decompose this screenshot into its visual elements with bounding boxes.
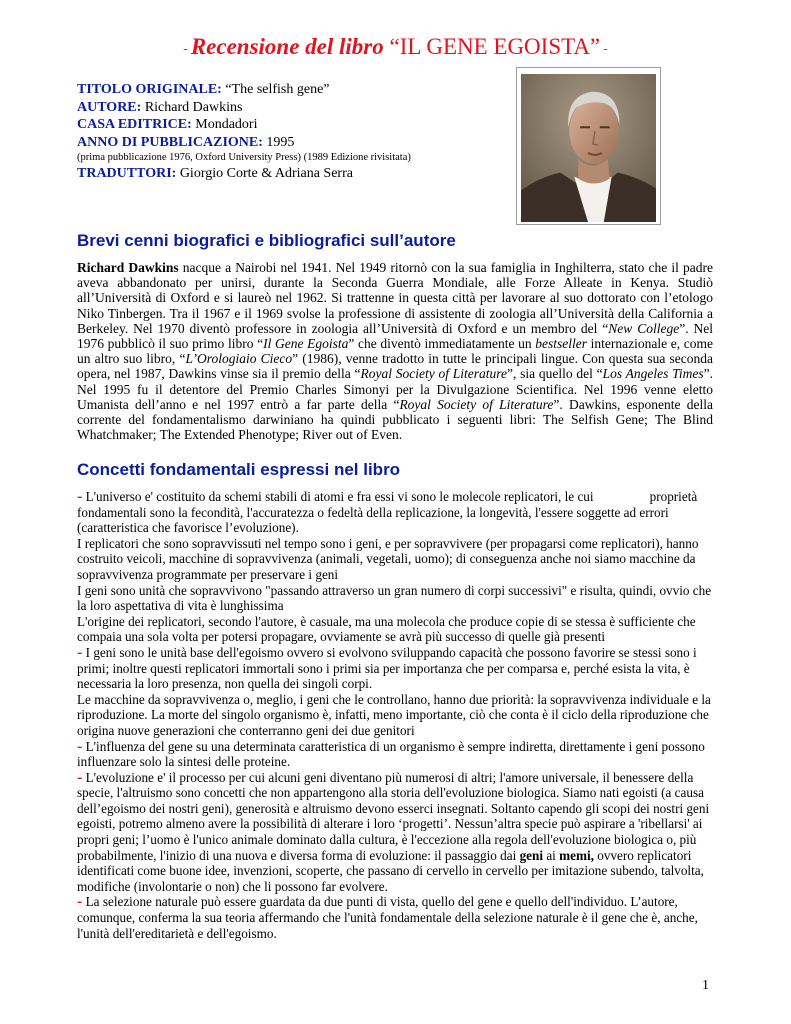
bio-text: ”. Nel 1995 fu il detentore del Premio Charles Simonyi per la Divulgazione Scientifica. Nel 1996 venne eletto Umanista dell’anno e nel 1997 entrò a far parte della “ bbox=[77, 366, 714, 412]
bio-text: internazionale e, come un altro suo libro, “ bbox=[77, 336, 714, 367]
titolo-value: “The selfish gene” bbox=[221, 82, 330, 97]
bio-heading: Brevi cenni biografici e bibliografici sull’autore bbox=[77, 231, 456, 250]
anno-label: ANNO DI PUBBLICAZIONE: bbox=[77, 134, 263, 150]
author-photo bbox=[516, 67, 661, 225]
concept-paragraph: I geni sono unità che sopravvivono "passando attraverso un gran numero di corpi successivi" e risulta, quindi, ovvio che la loro aspettativa di vita è lunghissima bbox=[77, 582, 712, 614]
bullet-dash: - bbox=[77, 643, 83, 661]
anno-value: 1995 bbox=[262, 134, 295, 150]
bio-text: ” (1986), venne tradotto in tutte le principali lingue. Con questa sua seconda opera, nel 1987, Dawkins vinse sia il premio della “ bbox=[77, 351, 714, 382]
concept-paragraph bbox=[77, 489, 713, 536]
bio-paragraph bbox=[77, 260, 713, 442]
bullet-dash: - bbox=[77, 737, 83, 755]
title-italic: Recensione del libro bbox=[190, 34, 384, 59]
bullet-dash: - bbox=[77, 768, 83, 786]
meta-row-traduttori bbox=[77, 165, 507, 183]
bio-italic: Royal Society of Literature bbox=[360, 366, 507, 382]
bio-text: ”, sia quello del “ bbox=[506, 366, 603, 382]
concept-paragraph bbox=[77, 645, 713, 692]
document-title bbox=[0, 34, 791, 60]
title-book-name: “IL GENE EGOISTA” bbox=[383, 34, 601, 59]
meta-row-anno bbox=[77, 134, 507, 152]
concepts-heading: Concetti fondamentali espressi nel libro bbox=[77, 460, 401, 479]
bio-italic: L’Orologiaio Cieco bbox=[185, 351, 293, 367]
concept-text: I geni sono le unità base dell'egoismo ovvero si evolvono sviluppando capacità che possono favorire se stessi sono i primi; inoltre questi replicatori immortali sono i primi sia per importanza che per comparsa e, perché esista la vita, è necessaria la loro presenza, non quella dei singoli corpi. bbox=[77, 644, 697, 692]
author-portrait-image bbox=[521, 74, 656, 222]
book-metadata bbox=[77, 81, 507, 183]
bullet-dash: - bbox=[77, 893, 83, 911]
title-suffix: - bbox=[600, 40, 608, 56]
meta-row-titolo bbox=[77, 81, 507, 99]
concept-paragraph: Le macchine da sopravvivenza o, meglio, i geni che le controllano, hanno due priorità: la sopravvivenza individuale e la riproduzione. La morte del singolo organismo è, infatti, meno importante, ciò che conta è il ciclo della riproduzione che origina nuove generazioni che conterranno geni dei due genitori bbox=[77, 691, 711, 738]
concept-text: L'influenza del gene su una determinata caratteristica di un organismo è sempre indiretta, direttamente i geni possono influenzare solo la sintesi delle proteine. bbox=[77, 738, 705, 770]
concept-paragraph: I replicatori che sono sopravvissuti nel tempo sono i geni, e per sopravvivere (per propagarsi come replicatori), hanno costruito veicoli, macchine di sopravvivenza (animali, vegetali, uomo); di conseguenza anche noi siamo macchine da sopravvivenza programmate per preservare i geni bbox=[77, 535, 699, 582]
concept-text: ai bbox=[543, 847, 560, 863]
concept-text: L'universo e' costituito da schemi stabili di atomi e fra essi vi sono le molecole replicatori, le cui proprietà fondamentali sono la fecondità, l'accuratezza o fedeltà della replicazione, la longevità, l'essere soggette ad errori (caratteristica che favorisce l’evoluzione). bbox=[77, 489, 698, 536]
concept-text: ovvero replicatori identificati come buone idee, invenzioni, scoperte, che passano di cervello in cervello per imitazione subendo, talvolta, modifiche (involontarie o non) che li possono far evolvere. bbox=[77, 847, 704, 894]
casa-value: Mondadori bbox=[191, 117, 258, 132]
bio-italic: Los Angeles Times bbox=[602, 366, 704, 382]
traduttori-value: Giorgio Corte & Adriana Serra bbox=[176, 166, 353, 181]
autore-value: Richard Dawkins bbox=[141, 99, 243, 115]
casa-label: CASA EDITRICE: bbox=[77, 117, 192, 132]
concept-bold: memi, bbox=[559, 847, 594, 863]
autore-label: AUTORE: bbox=[77, 99, 142, 115]
bio-italic: bestseller bbox=[535, 336, 588, 352]
concepts-body bbox=[77, 489, 713, 941]
page-number: 1 bbox=[702, 978, 709, 993]
bio-text: nacque a Nairobi nel 1941. Nel 1949 ritornò con la sua famiglia in Inghilterra, stato che il padre aveva abbandonato per unirsi, durante la Seconda Guerra Mondiale, alle Forze Alleate in Kenya. Studiò all’Università di Oxford e si laureò nel 1962. Si trattenne in questa città per lavorare al suo dottorato con l’etologo Niko Tinbergen. Tra il 1967 e il 1969 svolse la professione di assistente di zoologia all’Università della California a Berkeley. Nel 1970 diventò professore in zoologia all’Università di Oxford e un membro del “ bbox=[77, 260, 713, 336]
meta-row-casa bbox=[77, 116, 507, 134]
concept-text: La selezione naturale può essere guardata da due punti di vista, quello del gene e quello dell'individuo. L’autore, comunque, conferma la sua teoria affermando che l'unità fondamentale della selezione naturale è il gene che è, anche, l'unità dell'ereditarietà e dell'egoismo. bbox=[77, 894, 698, 941]
publication-note: (prima pubblicazione 1976, Oxford University Press) (1989 Edizione rivisitata) bbox=[77, 152, 411, 163]
bio-italic: Royal Society of Literature bbox=[399, 396, 554, 412]
concept-bold: geni bbox=[519, 847, 544, 863]
concept-paragraph bbox=[77, 739, 713, 770]
meta-row-autore bbox=[77, 99, 507, 117]
traduttori-label: TRADUTTORI: bbox=[77, 166, 177, 181]
bio-text: ”. Nel 1976 pubblicò il suo primo libro “ bbox=[77, 320, 714, 352]
bio-italic: Il Gene Egoista bbox=[263, 336, 349, 352]
titolo-label: TITOLO ORIGINALE: bbox=[77, 82, 222, 97]
bio-italic: New College bbox=[608, 320, 680, 336]
title-prefix: - bbox=[183, 40, 191, 56]
concept-text: L'evoluzione e' il processo per cui alcuni geni diventano più numerosi di altri; l'amore universale, il benessere della specie, l'altruismo sono concetti che non appartengono alla storia dell'evoluzione biologica. Siamo nati egoisti (a causa dell’egoismo dei nostri geni), generosità e altruismo devono esserci insegnati. Soltanto capendo gli scopi dei nostri geni egoisti, potremo almeno avere la possibilità di alterare i loro ‘progetti’. Nessun’altra specie può aspirare a 'ribellarsi' ai propri geni; l’uomo è l'unico animale dominato dalla cultura, è l'eccezione alla regola dell'evoluzione biologica o, più probabilmente, l'inizio di una nuova e diversa forma di evoluzione: il passaggio dai bbox=[77, 769, 710, 863]
bullet-dash: - bbox=[77, 488, 83, 505]
bio-author-name: Richard Dawkins bbox=[77, 260, 179, 275]
concept-paragraph: L'origine dei replicatori, secondo l'autore, è casuale, ma una molecola che produce copie di se stessa è sufficiente che compaia una sola volta per potersi propagare, ovviamente se avrà più successo di quelle già presenti bbox=[77, 613, 696, 645]
concept-paragraph bbox=[77, 770, 713, 895]
concept-paragraph bbox=[77, 894, 713, 941]
bio-text: ” che diventò immediatamente un bbox=[348, 336, 536, 352]
bio-text: ”. Dawkins, esponente della corrente del fondamentalismo darwiniano ha quindi pubblicato i seguenti libri: The Selfish Gene; The Blind Whatchmaker; The Extended Phenotype; River out of Even. bbox=[77, 396, 714, 443]
